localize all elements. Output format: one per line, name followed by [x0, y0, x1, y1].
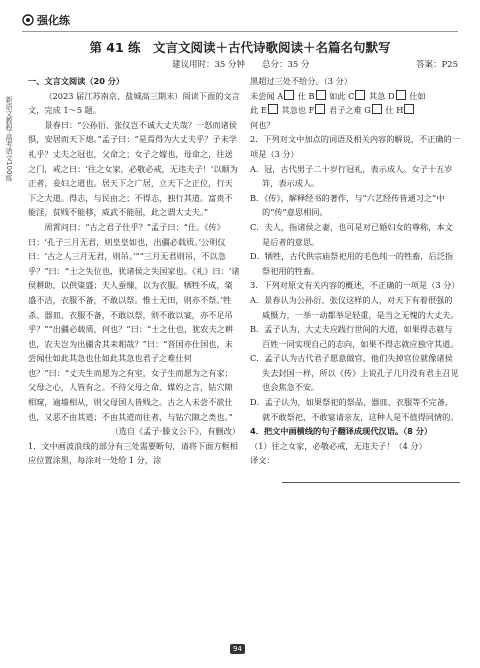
- side-label: 新语文教程·高考语文100练: [5, 96, 13, 182]
- translation-answer-line[interactable]: [282, 468, 460, 483]
- break-box-a[interactable]: [284, 90, 294, 100]
- q2-option-d: D．牺牲，古代供宗庙祭祀用的毛色纯一的牲畜，后泛指祭祀用的牲畜。: [250, 251, 454, 276]
- passage-intro: （2023 届江苏南京、盐城高三期末）阅读下面的文言文，完成 1～5 题。: [28, 90, 240, 116]
- q2-option-c: C．夫人，指诸侯之妻，也可是对已婚妇女的尊称，本文是后者的意思。: [250, 221, 453, 247]
- translation-label: 译文：: [250, 455, 275, 466]
- suggested-time: 建议用时：35 分钟: [172, 60, 246, 70]
- break-box-g[interactable]: [372, 104, 382, 114]
- question-2: 2．下列对文中加点的词语及相关内容的解说，不正确的一项是（3 分）: [250, 134, 460, 159]
- page-number: 94: [230, 644, 245, 654]
- section-tag: [22, 12, 70, 28]
- break-box-d[interactable]: [396, 90, 406, 100]
- header-rule: [22, 31, 458, 32]
- q3-option-a: A．景春认为公孙衍、张仪这样的人，对天下有着很强的威慑力，一举一动都举足轻重，是当之无愧的大丈夫。: [250, 294, 459, 320]
- question-1-cont: 黑超过三处不给分。（3 分）: [250, 76, 352, 86]
- target-icon: [22, 14, 34, 26]
- q2-option-a: A．冠，古代男子二十岁行冠礼，表示成人。女子十五岁笄，表示成人。: [250, 163, 453, 189]
- q3-option-c: C．孟子认为古代君子愿意做官，他们失掉官位就像诸侯失去封国一样，所以《传》上说孔子几月没有君主召见也会焦急不安。: [250, 353, 459, 393]
- page-title: 第 41 练 文言文阅读＋古代诗歌阅读＋名篇名句默写: [89, 40, 391, 55]
- right-column: [250, 74, 460, 483]
- q3-option-d: D．孟子认为，如果祭祀的祭品、器皿、衣服等不完备，就不敢祭祀，不敢宴请亲友，这种人是不值得同情的。: [250, 397, 459, 422]
- passage-para-1: 景春曰：“公孙衍、张仪岂不诚大丈夫哉？一怒而诸侯惧，安居而天下熄。”孟子曰：“是焉得为大丈夫乎？子未学礼乎？丈夫之冠也，父命之；女子之嫁也，母命之，往送之门，戒之曰：‘往之女家，必敬必戒，无违夫子！’以顺为正者，妾妇之道也。居天下之广居，立天下之正位，行天下之大道。得志，与民由之；不得志，独行其道。富贵不能淫，贫贱不能移，威武不能屈，此之谓大丈夫。”: [28, 119, 238, 218]
- q2-option-b: B．《传》，解释经书的著作，与“六艺经传皆通习之”中的“传”意思相同。: [250, 192, 445, 218]
- break-box-e[interactable]: [268, 104, 278, 114]
- break-row-3: 何也？: [250, 119, 275, 130]
- break-row-1: 未尝闻 A 仕 B 如此 C 其急 D 仕如: [250, 90, 426, 101]
- total-score: 总分：35 分: [262, 60, 310, 70]
- passage-source: （选自《孟子·滕文公下》，有删改）: [110, 426, 240, 437]
- left-column: [28, 74, 240, 468]
- q3-option-b: B．孟子认为，大丈夫应践行世间的大道，如果得志就与百姓一同实现自己的志向，如果不得志就应独守其道。: [250, 324, 459, 349]
- break-box-h[interactable]: [404, 104, 414, 114]
- break-box-b[interactable]: [316, 90, 326, 100]
- question-3: 3．下列对原文有关内容的概述，不正确的一项是（3 分）: [250, 280, 460, 291]
- section-heading: 一、文言文阅读（20 分）: [28, 76, 125, 86]
- question-4: 4．把文中画横线的句子翻译成现代汉语。（8 分）: [250, 426, 433, 437]
- break-box-c[interactable]: [355, 90, 365, 100]
- break-row-2: 此 E 其急也 F 君子之难 G 仕 H: [250, 103, 460, 118]
- question-4-1: （1）往之女家，必敬必戒，无违夫子！（4 分）: [250, 440, 427, 451]
- question-1: 1．文中画波浪线的部分有三处需要断句，请将下面方框相应位置涂黑，每涂对一处给 1 分，涂: [28, 440, 238, 466]
- section-tag-label: 强化练: [37, 14, 70, 27]
- passage-para-2: 周霄问曰：“古之君子仕乎？”孟子曰：“仕。《传》曰：‘孔子三月无君，则皇皇如也，出疆必载质。’公明仪曰：‘古之人三月无君，则吊。’”“三月无君则吊，不以急乎？”曰：“士之失位也，犹诸侯之失国家也。《礼》曰：‘诸侯耕助，以供粢盛；夫人蚕缫，以为衣服。牺牲不成，粢盛不洁，衣服不备，不敢以祭。惟士无田，则亦不祭。’牲杀、器皿、衣服不备，不敢以祭，则不敢以宴，亦不足吊乎？”“出疆必载质，何也？”曰：“士之仕也，犹农夫之耕也，农夫岂为出疆舍其耒耜哉？”曰：“晋国亦仕国也，未尝闻仕如此其急也仕如此其急也君子之难仕何也？”曰：“丈夫生而愿为之有室，女子生而愿为之有家；父母之心，人皆有之。不待父母之命、媒妁之言，钻穴隙相窥，逾墙相从，则父母国人皆贱之。古之人未尝不欲仕也，又恶不由其道；不由其道而往者，与钻穴隙之类也。”: [28, 221, 240, 422]
- break-box-f[interactable]: [315, 104, 325, 114]
- translation-line: [250, 453, 460, 468]
- answer-ref: 答案：P25: [415, 60, 458, 70]
